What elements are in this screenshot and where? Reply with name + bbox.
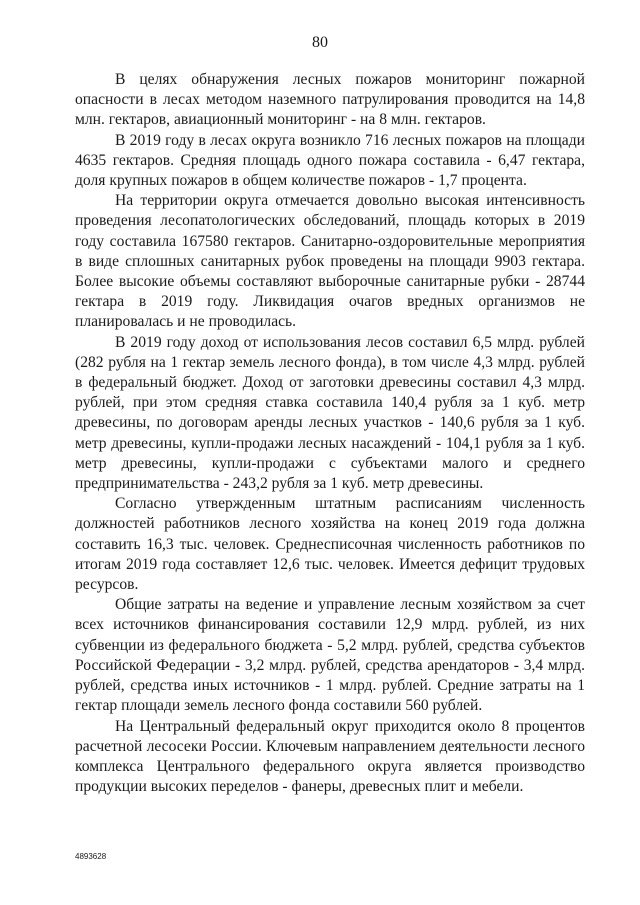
paragraph-fire-monitoring: В целях обнаружения лесных пожаров мониторинг пожарной опасности в лесах методом наземного патрулирования проводится на 14,8 млн. гектаров, авиационный мониторинг - на 8 млн. гектаров. xyxy=(75,71,585,129)
paragraph-expenditures: Общие затраты на ведение и управление лесным хозяйством за счет всех источников финансирования составили 12,9 млрд. рублей, из них субвенции из федерального бюджета - 5,2 млрд. рублей, средства субъектов Российской Федерации - 3,2 млрд. рублей, средства арендаторов - 3,4 млрд. рублей, средства иных источников - 1 млрд. рублей. Средние затраты на 1 гектар площади земель лесного фонда составили 560 рублей. xyxy=(75,596,585,715)
page-number: 80 xyxy=(312,34,328,51)
document-body xyxy=(75,70,585,797)
document-code: 4893628 xyxy=(75,852,107,861)
paragraph-staffing: Согласно утвержденным штатным расписаниям численность должностей работников лесного хозяйства на конец 2019 года должна составить 16,3 тыс. человек. Среднесписочная численность работников по итогам 2019 года составляет 12,6 тыс. человек. Имеется дефицит трудовых ресурсов. xyxy=(75,495,585,594)
paragraph-forest-fires-2019: В 2019 году в лесах округа возникло 716 лесных пожаров на площади 4635 гектаров. Средняя площадь одного пожара составила - 6,47 гектара, доля крупных пожаров в общем количестве пожаров - 1,7 процента. xyxy=(75,131,585,190)
paragraph-forest-income: В 2019 году доход от использования лесов составил 6,5 млрд. рублей (282 рубля на 1 гектар земель лесного фонда), в том числе 4,3 млрд. рублей в федеральный бюджет. Доход от заготовки древесины составил 4,3 млрд. рублей, при этом средняя ставка составила 140,4 рубля за 1 куб. метр древесины, по договорам аренды лесных участков - 140,6 рубля за 1 куб. метр древесины, купли-продажи лесных насаждений - 104,1 рубля за 1 куб. метр древесины, купли-продажи с субъектами малого и среднего предпринимательства - 243,2 рубля за 1 куб. метр древесины. xyxy=(75,333,585,493)
paragraph-forest-pathology: На территории округа отмечается довольно высокая интенсивность проведения лесопатологических обследований, площадь которых в 2019 году составила 167580 гектаров. Санитарно-оздоровительные мероприятия в виде сплошных санитарных рубок проведены на площади 9903 гектара. Более высокие объемы составляют выборочные санитарные рубки - 28744 гектара в 2019 году. Ликвидация очагов вредных организмов не планировалась и не проводилась. xyxy=(75,192,585,331)
paragraph-central-district: На Центральный федеральный округ приходится около 8 процентов расчетной лесосеки России. Ключевым направлением деятельности лесного комплекса Центрального федерального округа является производство продукции высоких переделов - фанеры, древесных плит и мебели. xyxy=(75,717,585,796)
